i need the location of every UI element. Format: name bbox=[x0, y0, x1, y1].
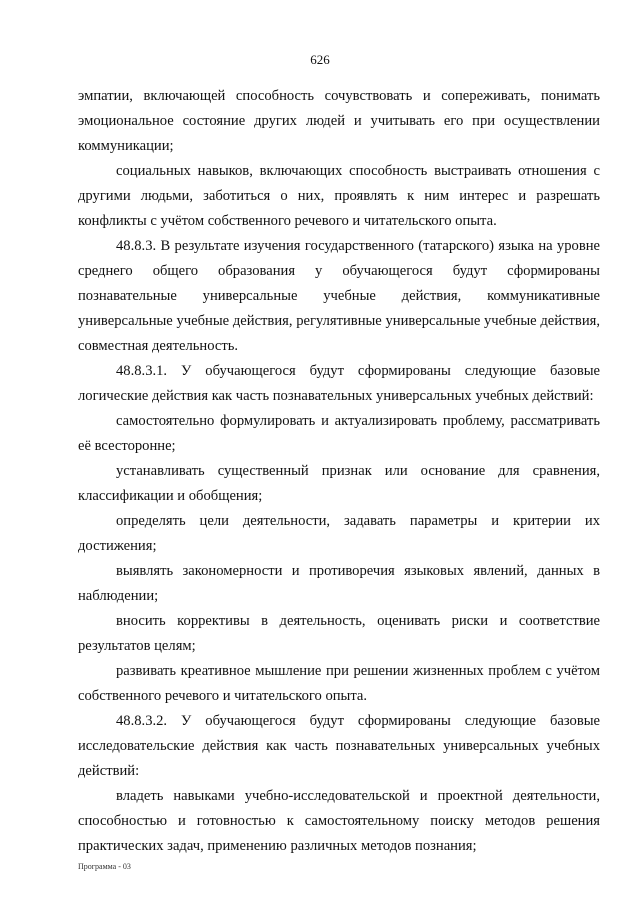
list-item-patterns: выявлять закономерности и противоречия языковых явлений, данных в наблюдении; bbox=[78, 563, 600, 604]
list-item-comparison-criteria: устанавливать существенный признак или основание для сравнения, классификации и обобщения; bbox=[78, 463, 600, 504]
list-item-research-skills: владеть навыками учебно-исследовательской и проектной деятельности, способностью и готовностью к самостоятельному поиску методов решения практических задач, применению различных методов познания; bbox=[78, 788, 600, 854]
list-item-creative-thinking: развивать креативное мышление при решении жизненных проблем с учётом собственного речевого и читательского опыта. bbox=[78, 663, 600, 704]
paragraph-48-8-3: 48.8.3. В результате изучения государственного (татарского) языка на уровне среднего общего образования у обучающегося будут сформированы познавательные универсальные учебные действия, коммуникативные универсальные учебные действия, регулятивные универсальные учебные действия, совместная деятельность. bbox=[78, 238, 600, 354]
footer-label: Программа - 03 bbox=[78, 862, 131, 871]
list-item-define-goals: определять цели деятельности, задавать параметры и критерии их достижения; bbox=[78, 513, 600, 554]
page-number: 626 bbox=[310, 52, 330, 67]
paragraph-48-8-3-1: 48.8.3.1. У обучающегося будут сформированы следующие базовые логические действия как часть познавательных универсальных учебных действий: bbox=[78, 363, 600, 404]
paragraph-social-skills: социальных навыков, включающих способность выстраивать отношения с другими людьми, заботиться о них, проявлять к ним интерес и разрешать конфликты с учётом собственного речевого и читательского опыта. bbox=[78, 163, 600, 229]
document-body bbox=[78, 84, 600, 859]
paragraph-48-8-3-2: 48.8.3.2. У обучающегося будут сформированы следующие базовые исследовательские действия как часть познавательных универсальных учебных действий: bbox=[78, 713, 600, 779]
list-item-corrections: вносить коррективы в деятельность, оценивать риски и соответствие результатов целям; bbox=[78, 613, 600, 654]
list-item-formulate-problem: самостоятельно формулировать и актуализировать проблему, рассматривать её всесторонне; bbox=[78, 413, 600, 454]
paragraph-empathy: эмпатии, включающей способность сочувствовать и сопереживать, понимать эмоциональное состояние других людей и учитывать его при осуществлении коммуникации; bbox=[78, 88, 600, 154]
